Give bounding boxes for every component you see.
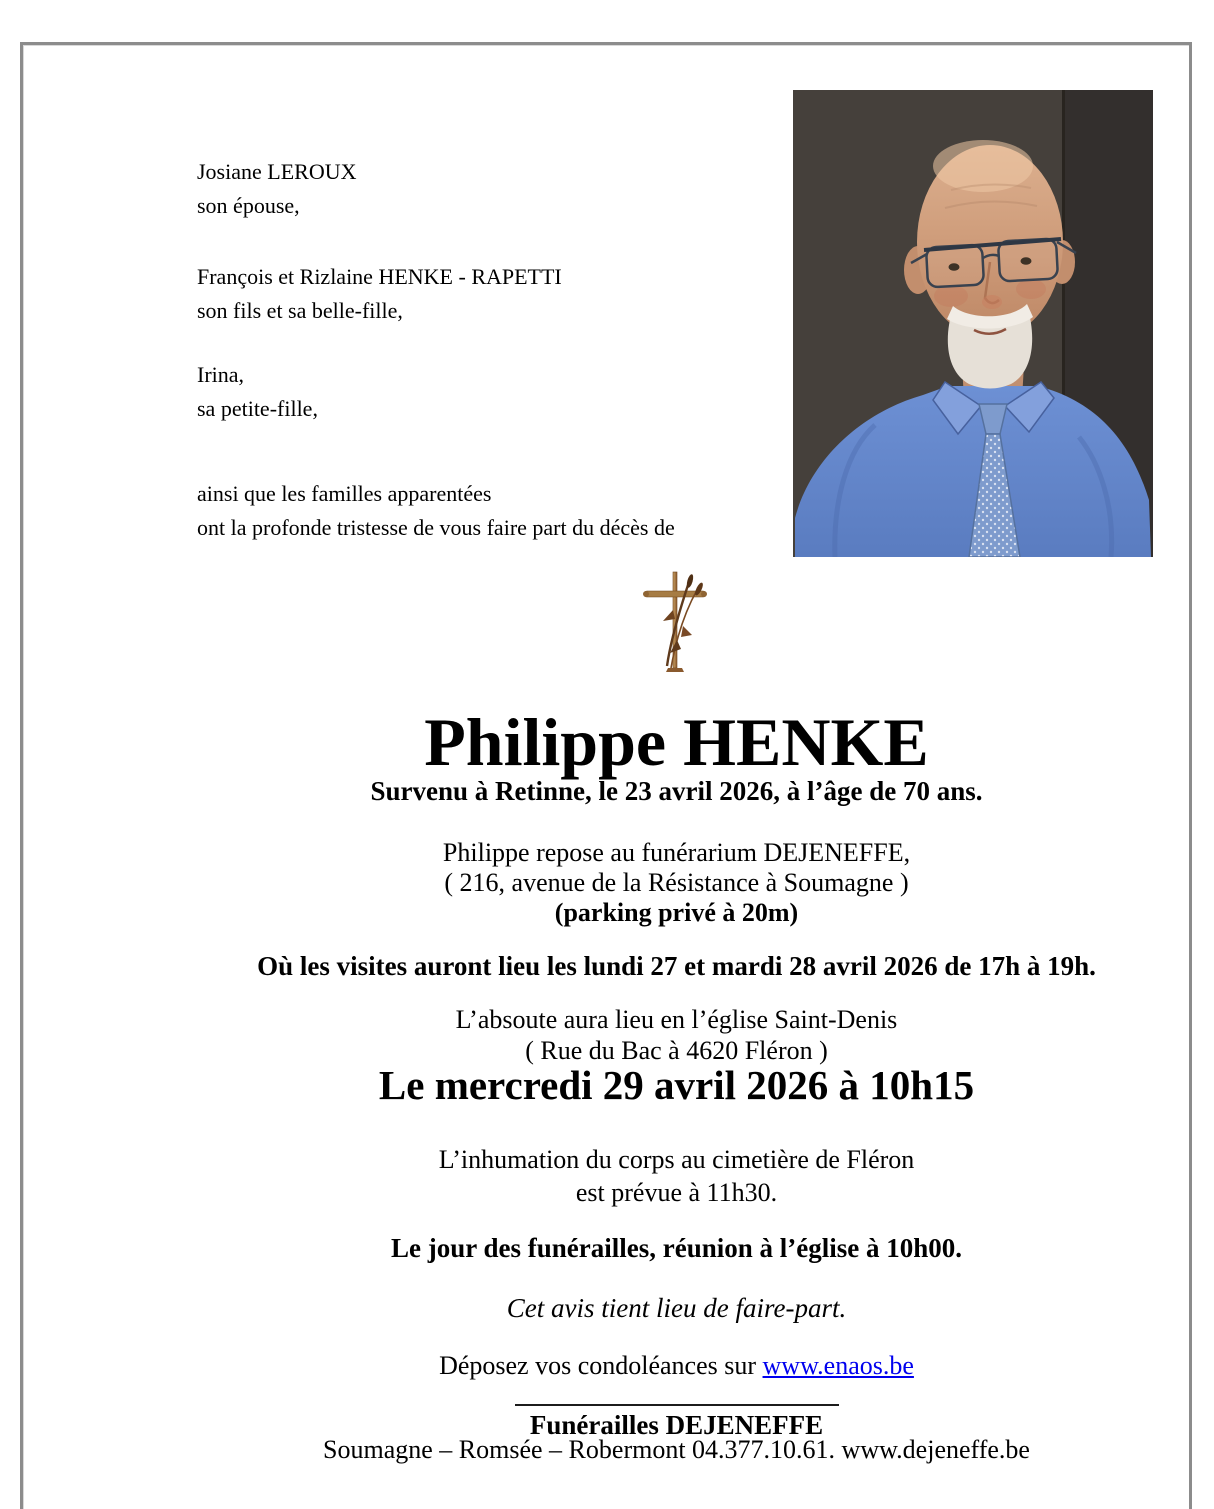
ceremony-date-line: Le mercredi 29 avril 2026 à 10h15	[378, 1062, 975, 1108]
funeral-home-name: Funérailles DEJENEFFE	[529, 1410, 824, 1440]
announcement-column	[160, 0, 1193, 1509]
condolences-text: Déposez vos condoléances sur	[439, 1351, 763, 1380]
deceased-name: Philippe HENKE	[424, 704, 929, 780]
church-address: ( Rue du Bac à 4620 Fléron )	[525, 1036, 828, 1065]
meeting-line: Le jour des funérailles, réunion à l’église à 10h00.	[391, 1233, 962, 1263]
funeral-home-contact: Soumagne – Romsée – Robermont 04.377.10.61. www.dejeneffe.be	[323, 1435, 1030, 1464]
absoute-line: L’absoute aura lieu en l’église Saint-Denis	[455, 1005, 898, 1034]
repose-line: Philippe repose au funérarium DEJENEFFE,	[442, 838, 911, 867]
footer-separator	[160, 1404, 1193, 1406]
family-name: Josiane LEROUX	[197, 159, 357, 184]
family-relation: son épouse,	[197, 193, 300, 218]
death-notice-line: Survenu à Retinne, le 23 avril 2026, à l’âge de 70 ans.	[370, 776, 983, 806]
family-name: Irina,	[197, 362, 245, 387]
enaos-link[interactable]: www.enaos.be	[762, 1351, 914, 1380]
announcement-intro: ainsi que les familles apparentées ont la profonde tristesse de vous faire part du décès de	[197, 481, 675, 540]
burial-line-2: est prévue à 11h30.	[575, 1178, 778, 1207]
funeral-home-address: ( 216, avenue de la Résistance à Soumagne )	[444, 868, 909, 897]
family-name: François et Rizlaine HENKE - RAPETTI	[197, 264, 562, 289]
family-relation: sa petite-fille,	[197, 396, 318, 421]
notice-line: Cet avis tient lieu de faire-part.	[506, 1293, 847, 1323]
burial-line-1: L’inhumation du corps au cimetière de Fléron	[438, 1145, 915, 1174]
visits-line: Où les visites auront lieu les lundi 27 et mardi 28 avril 2026 de 17h à 19h.	[257, 951, 1096, 981]
family-relation: son fils et sa belle-fille,	[197, 298, 403, 323]
parking-line: (parking privé à 20m)	[554, 898, 799, 927]
condolences-line	[160, 1349, 1193, 1383]
